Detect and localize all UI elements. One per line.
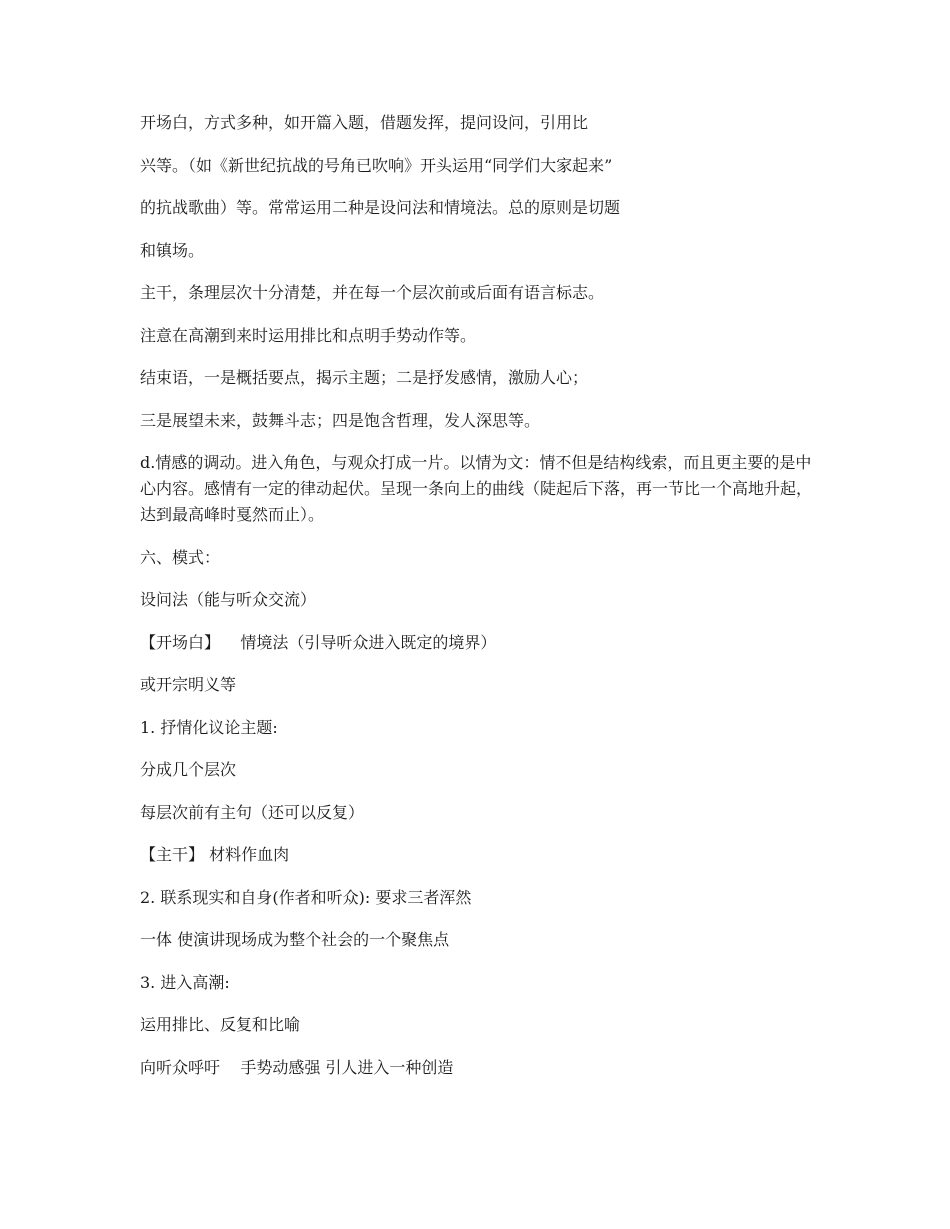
list-item-1: 1. 抒情化议论主题: xyxy=(140,717,278,737)
paragraph-focus-point: 一体 使演讲现场成为整个社会的一个聚焦点 xyxy=(140,930,450,949)
paragraph-ending-1: 结束语，一是概括要点，揭示主题；二是抒发感情，激励人心； xyxy=(140,368,589,387)
paragraph-question-method: 设问法（能与听众交流） xyxy=(140,590,317,609)
list-item-2: 2. 联系现实和自身(作者和听众): 要求三者浑然 xyxy=(140,887,472,907)
paragraph-topic-sentence: 每层次前有主句（还可以反复） xyxy=(140,802,365,822)
paragraph-opening-2: 兴等。（如《新世纪抗战的号角已吹响》开头运用“同学们大家起来” xyxy=(140,155,613,175)
paragraph-opening-label: 【开场白】 情境法（引导听众进入既定的境界） xyxy=(140,632,497,652)
paragraph-opening-3: 的抗战歌曲）等。常常运用二种是设问法和情境法。总的原则是切题 xyxy=(140,198,621,217)
paragraph-main-body: 主干，条理层次十分清楚，并在每一个层次前或后面有语言标志。 xyxy=(140,283,605,302)
section-heading-mode: 六、模式： xyxy=(140,547,221,567)
paragraph-direct-method: 或开宗明义等 xyxy=(140,675,237,694)
paragraph-climax-note: 注意在高潮到来时运用排比和点明手势动作等。 xyxy=(140,325,477,345)
list-item-3: 3. 进入高潮: xyxy=(140,972,230,992)
paragraph-main-label: 【主干】 材料作血肉 xyxy=(140,845,290,864)
paragraph-appeal: 向听众呼吁 手势动感强 引人进入一种创造 xyxy=(140,1057,454,1077)
document-body xyxy=(140,110,820,1081)
paragraph-opening-4: 和镇场。 xyxy=(140,240,205,260)
paragraph-rhetoric: 运用排比、反复和比喻 xyxy=(140,1015,301,1034)
paragraph-ending-2: 三是展望未来，鼓舞斗志；四是饱含哲理，发人深思等。 xyxy=(140,410,541,430)
paragraph-levels: 分成几个层次 xyxy=(140,760,237,779)
paragraph-opening-1: 开场白，方式多种，如开篇入题，借题发挥，提问设问，引用比 xyxy=(140,113,589,132)
paragraph-emotion: d.情感的调动。进入角色，与观众打成一片。以情为文：情不但是结构线索，而且更主要的是中心内容。感情有一定的律动起伏。呈现一条向上的曲线（陡起后下落，再一节比一个高地升起，达到最高峰时戛然而止）。 xyxy=(140,453,813,524)
